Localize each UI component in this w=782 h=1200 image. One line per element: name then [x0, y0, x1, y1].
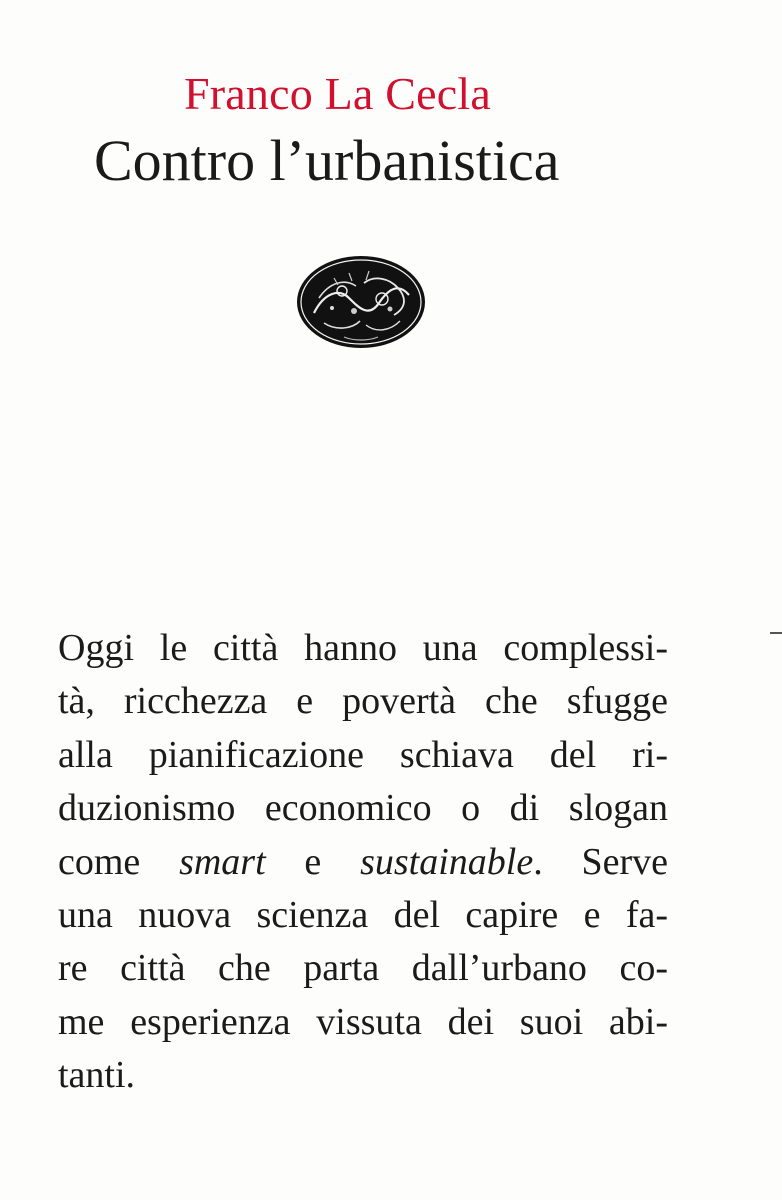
blurb-italic-term: sustainable — [360, 840, 534, 883]
publisher-emblem-icon — [294, 253, 428, 351]
blurb-line: alla pianificazione schiava del ri- — [58, 733, 668, 776]
blurb-line: una nuova scienza del capire e fa- — [58, 893, 668, 936]
blurb-line: Oggi le città hanno una complessi- — [58, 627, 668, 669]
book-title: Contro l’urbanistica — [94, 128, 560, 193]
blurb-line — [58, 836, 668, 889]
author-name: Franco La Cecla — [184, 68, 491, 119]
blurb-italic-term: smart — [179, 840, 266, 883]
blurb-line: tà, ricchezza e povertà che sfugge — [58, 680, 668, 723]
blurb-text: come — [58, 840, 180, 883]
blurb-text: e — [265, 840, 361, 883]
blurb-text: . Serve — [533, 840, 668, 883]
blurb-line: tanti. — [58, 1054, 136, 1097]
blurb-line: duzionismo economico o di slogan — [58, 787, 668, 830]
blurb-line: re città che parta dall’urbano co- — [58, 947, 668, 990]
edge-mark — [770, 632, 782, 634]
blurb-line: me esperienza vissuta dei suoi abi- — [58, 1000, 668, 1043]
cover-blurb — [58, 622, 668, 1103]
